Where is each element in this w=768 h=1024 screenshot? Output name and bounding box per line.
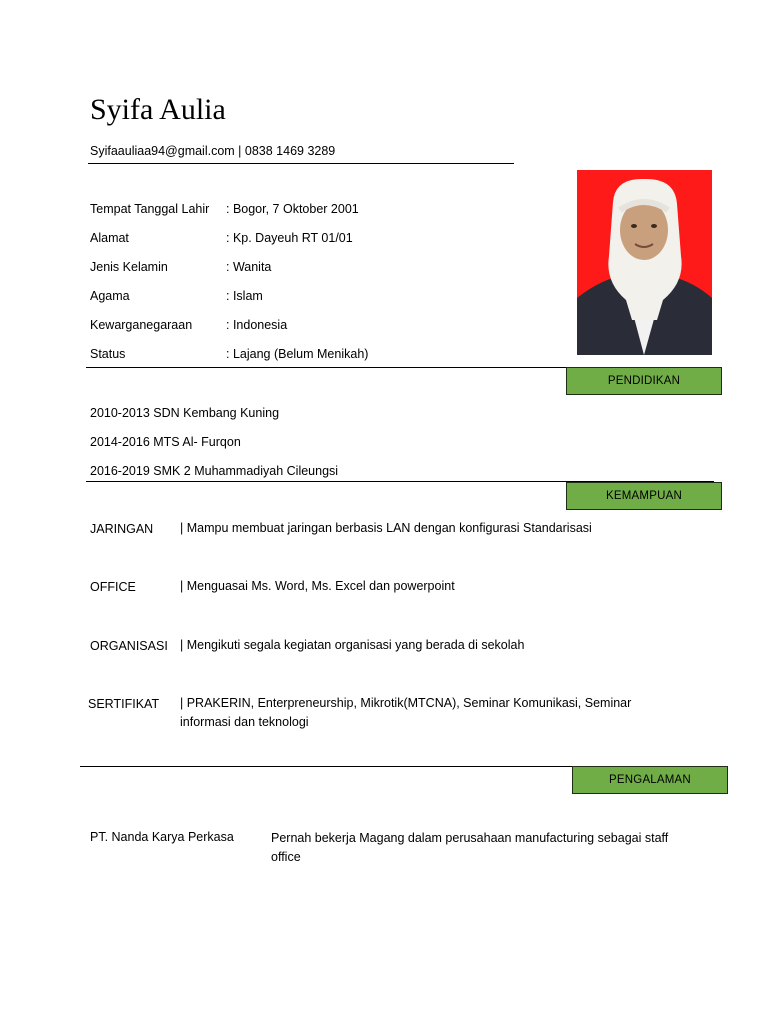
label-address: Alamat (90, 231, 129, 245)
portrait-icon (577, 170, 712, 355)
skill-value-jaringan: | Mampu membuat jaringan berbasis LAN dengan konfigurasi Standarisasi (180, 521, 592, 535)
label-religion: Agama (90, 289, 130, 303)
skill-key-sertifikat: SERTIFIKAT (88, 697, 160, 711)
experience-company: PT. Nanda Karya Perkasa (90, 830, 234, 844)
skill-key-organisasi: ORGANISASI (90, 639, 168, 653)
section-badge-pengalaman: PENGALAMAN (572, 766, 728, 794)
skill-value-organisasi: | Mengikuti segala kegiatan organisasi yang berada di sekolah (180, 638, 525, 652)
education-item: 2010-2013 SDN Kembang Kuning (90, 406, 280, 420)
skill-value-sertifikat: | PRAKERIN, Enterpreneurship, Mikrotik(MTCNA), Seminar Komunikasi, Seminar informasi dan teknologi (180, 696, 632, 729)
section-badge-kemampuan: KEMAMPUAN (566, 482, 722, 510)
value-gender: : Wanita (226, 260, 272, 274)
skill-key-jaringan: JARINGAN (90, 522, 154, 536)
skill-key-office: OFFICE (90, 580, 136, 594)
value-status: : Lajang (Belum Menikah) (226, 347, 369, 361)
full-name: Syifa Aulia (90, 93, 226, 126)
education-item: 2016-2019 SMK 2 Muhammadiyah Cileungsi (90, 464, 339, 478)
value-religion: : Islam (226, 289, 263, 303)
experience-description: Pernah bekerja Magang dalam perusahaan manufacturing sebagai staff office (271, 831, 669, 864)
education-item: 2014-2016 MTS Al- Furqon (90, 435, 241, 449)
profile-photo (577, 170, 712, 355)
value-birth: : Bogor, 7 Oktober 2001 (226, 202, 359, 216)
label-status: Status (90, 347, 126, 361)
label-nationality: Kewarganegaraan (90, 318, 193, 332)
header-divider (88, 163, 514, 164)
section-badge-pendidikan: PENDIDIKAN (566, 367, 722, 395)
value-address: : Kp. Dayeuh RT 01/01 (226, 231, 353, 245)
skill-value-office: | Menguasai Ms. Word, Ms. Excel dan powerpoint (180, 579, 455, 593)
value-nationality: : Indonesia (226, 318, 288, 332)
label-birth: Tempat Tanggal Lahir (90, 202, 210, 216)
contact-line: Syifaauliaa94@gmail.com | 0838 1469 3289 (90, 144, 336, 158)
label-gender: Jenis Kelamin (90, 260, 168, 274)
